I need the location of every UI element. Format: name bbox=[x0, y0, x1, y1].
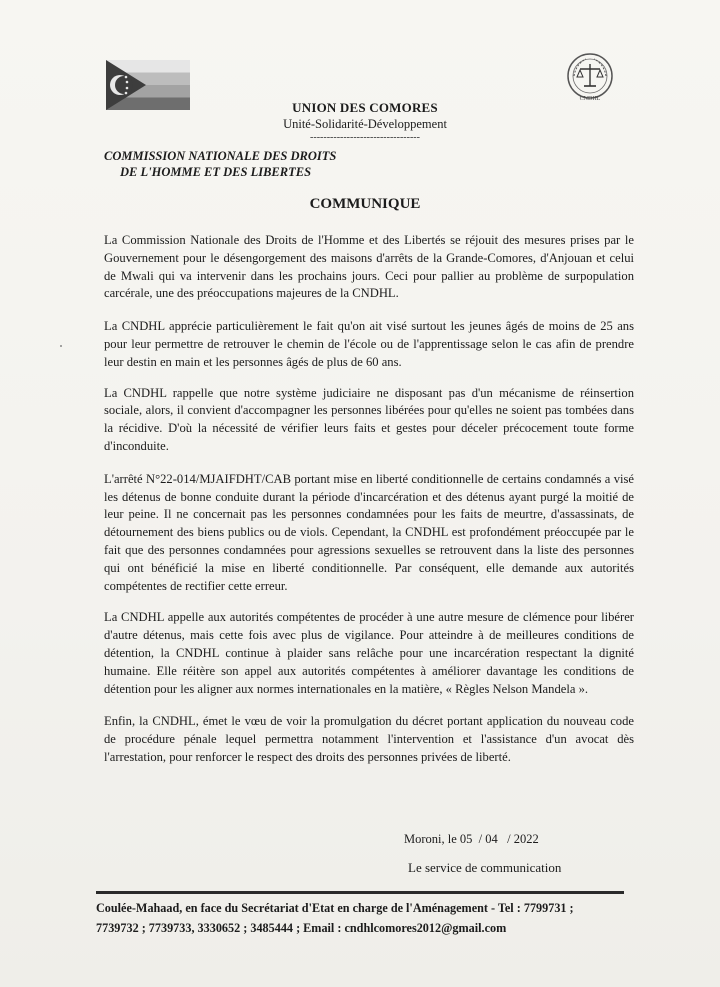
document-title: COMMUNIQUE bbox=[309, 196, 421, 212]
footer-contact bbox=[96, 898, 636, 938]
paragraph: La CNDHL rappelle que notre système judiciaire ne disposant pas d'un mécanisme de réinsertion sociale, alors, il convient d'accompagner les personnes libérées pour qu'elles ne soient pas tombées dans la récidive. D'où la nécessité de vérifier leurs faits et gestes pour déceler précocement toute forme d'inconduite. bbox=[104, 385, 634, 453]
communique-body bbox=[104, 232, 634, 782]
comoros-flag-icon bbox=[106, 60, 190, 110]
paragraph: La CNDHL apprécie particulièrement le fait qu'on ait visé surtout les jeunes âgés de moins de 25 ans pour leur permettre de retrouver le chemin de l'école ou de l'apprentissage selon le cas afin de prendre leur destin en main et les personnes âgés de plus de 60 ans. bbox=[104, 319, 634, 369]
commission-name bbox=[104, 148, 404, 180]
paragraph: L'arrêté N°22-014/MJAIFDHT/CAB portant mise en liberté conditionnelle de certains condamnés a visé les détenus de bonne conduite durant la période d'incarcération et des détenus ayant purgé la moitié de leur peine. Il ne concernait pas les personnes condamnées pour les faits de meurtre, d'assassinats, de détournement des biens publics ou de viols. Cependant, la CNDHL est profondément préoccupée par le fait que des personnes condamnées pour agressions sexuelles se retrouvent dans la liste des personnes qui ont bénéficié la mise en liberté conditionnelle. Par conséquent, elle demande aux autorités compétentes de rectifier cette erreur. bbox=[104, 471, 634, 593]
signature-line: Le service de communication bbox=[408, 860, 562, 875]
scan-speck bbox=[60, 345, 62, 347]
emblem-caption: CNDHL bbox=[579, 96, 601, 102]
national-motto: Unité-Solidarité-Développement bbox=[283, 117, 447, 131]
footer-address-line: Coulée-Mahaad, en face du Secrétariat d'Etat en charge de l'Aménagement - Tel : 7799731 ; bbox=[96, 901, 574, 915]
paragraph: Enfin, la CNDHL, émet le vœu de voir la promulgation du décret portant application du nouveau code de procédure pénale lequel permettra notamment l'intervention et l'assistance d'un avocat dès l'arrestation, pour renforcer le respect des droits des personnes privées de liberté. bbox=[104, 714, 634, 764]
footer-divider bbox=[96, 891, 624, 894]
paragraph: La Commission Nationale des Droits de l'Homme et des Libertés se réjouit des mesures prises par le Gouvernement pour le désengorgement des maisons d'arrêts de la Grande-Comores, d'Anjouan et celui de Mwali qui va intervenir dans les prochains jours. Ceci pour pallier au problème de surpopulation carcérale, une des préoccupations majeures de la CNDHL. bbox=[104, 233, 634, 301]
commission-line-2: DE L'HOMME ET DES LIBERTES bbox=[120, 165, 312, 179]
paragraph: La CNDHL appelle aux autorités compétentes de procéder à une autre mesure de clémence pour libérer d'autre détenus, mais cette fois avec plus de vigilance. Pour atteindre à de meilleures conditions de détention, la CNDHL continue à plaider sans relâche pour une incarcération respectant la dignité humaine. Elle réitère son appel aux autorités compétentes à améliorer davantage les conditions de détention pour les aligner aux normes internationales en la matière, « Règles Nelson Mandela ». bbox=[104, 610, 634, 696]
commission-line-1: COMMISSION NATIONALE DES DROITS bbox=[104, 149, 337, 163]
place-and-date: Moroni, le 05 / 04 / 2022 bbox=[404, 832, 539, 846]
letterhead bbox=[230, 100, 500, 143]
header-separator: --------------------------------- bbox=[310, 132, 420, 143]
footer-phone-email-line: 7739732 ; 7739733, 3330652 ; 3485444 ; Email : cndhlcomores2012@gmail.com bbox=[96, 921, 507, 935]
country-name: UNION DES COMORES bbox=[292, 100, 438, 115]
